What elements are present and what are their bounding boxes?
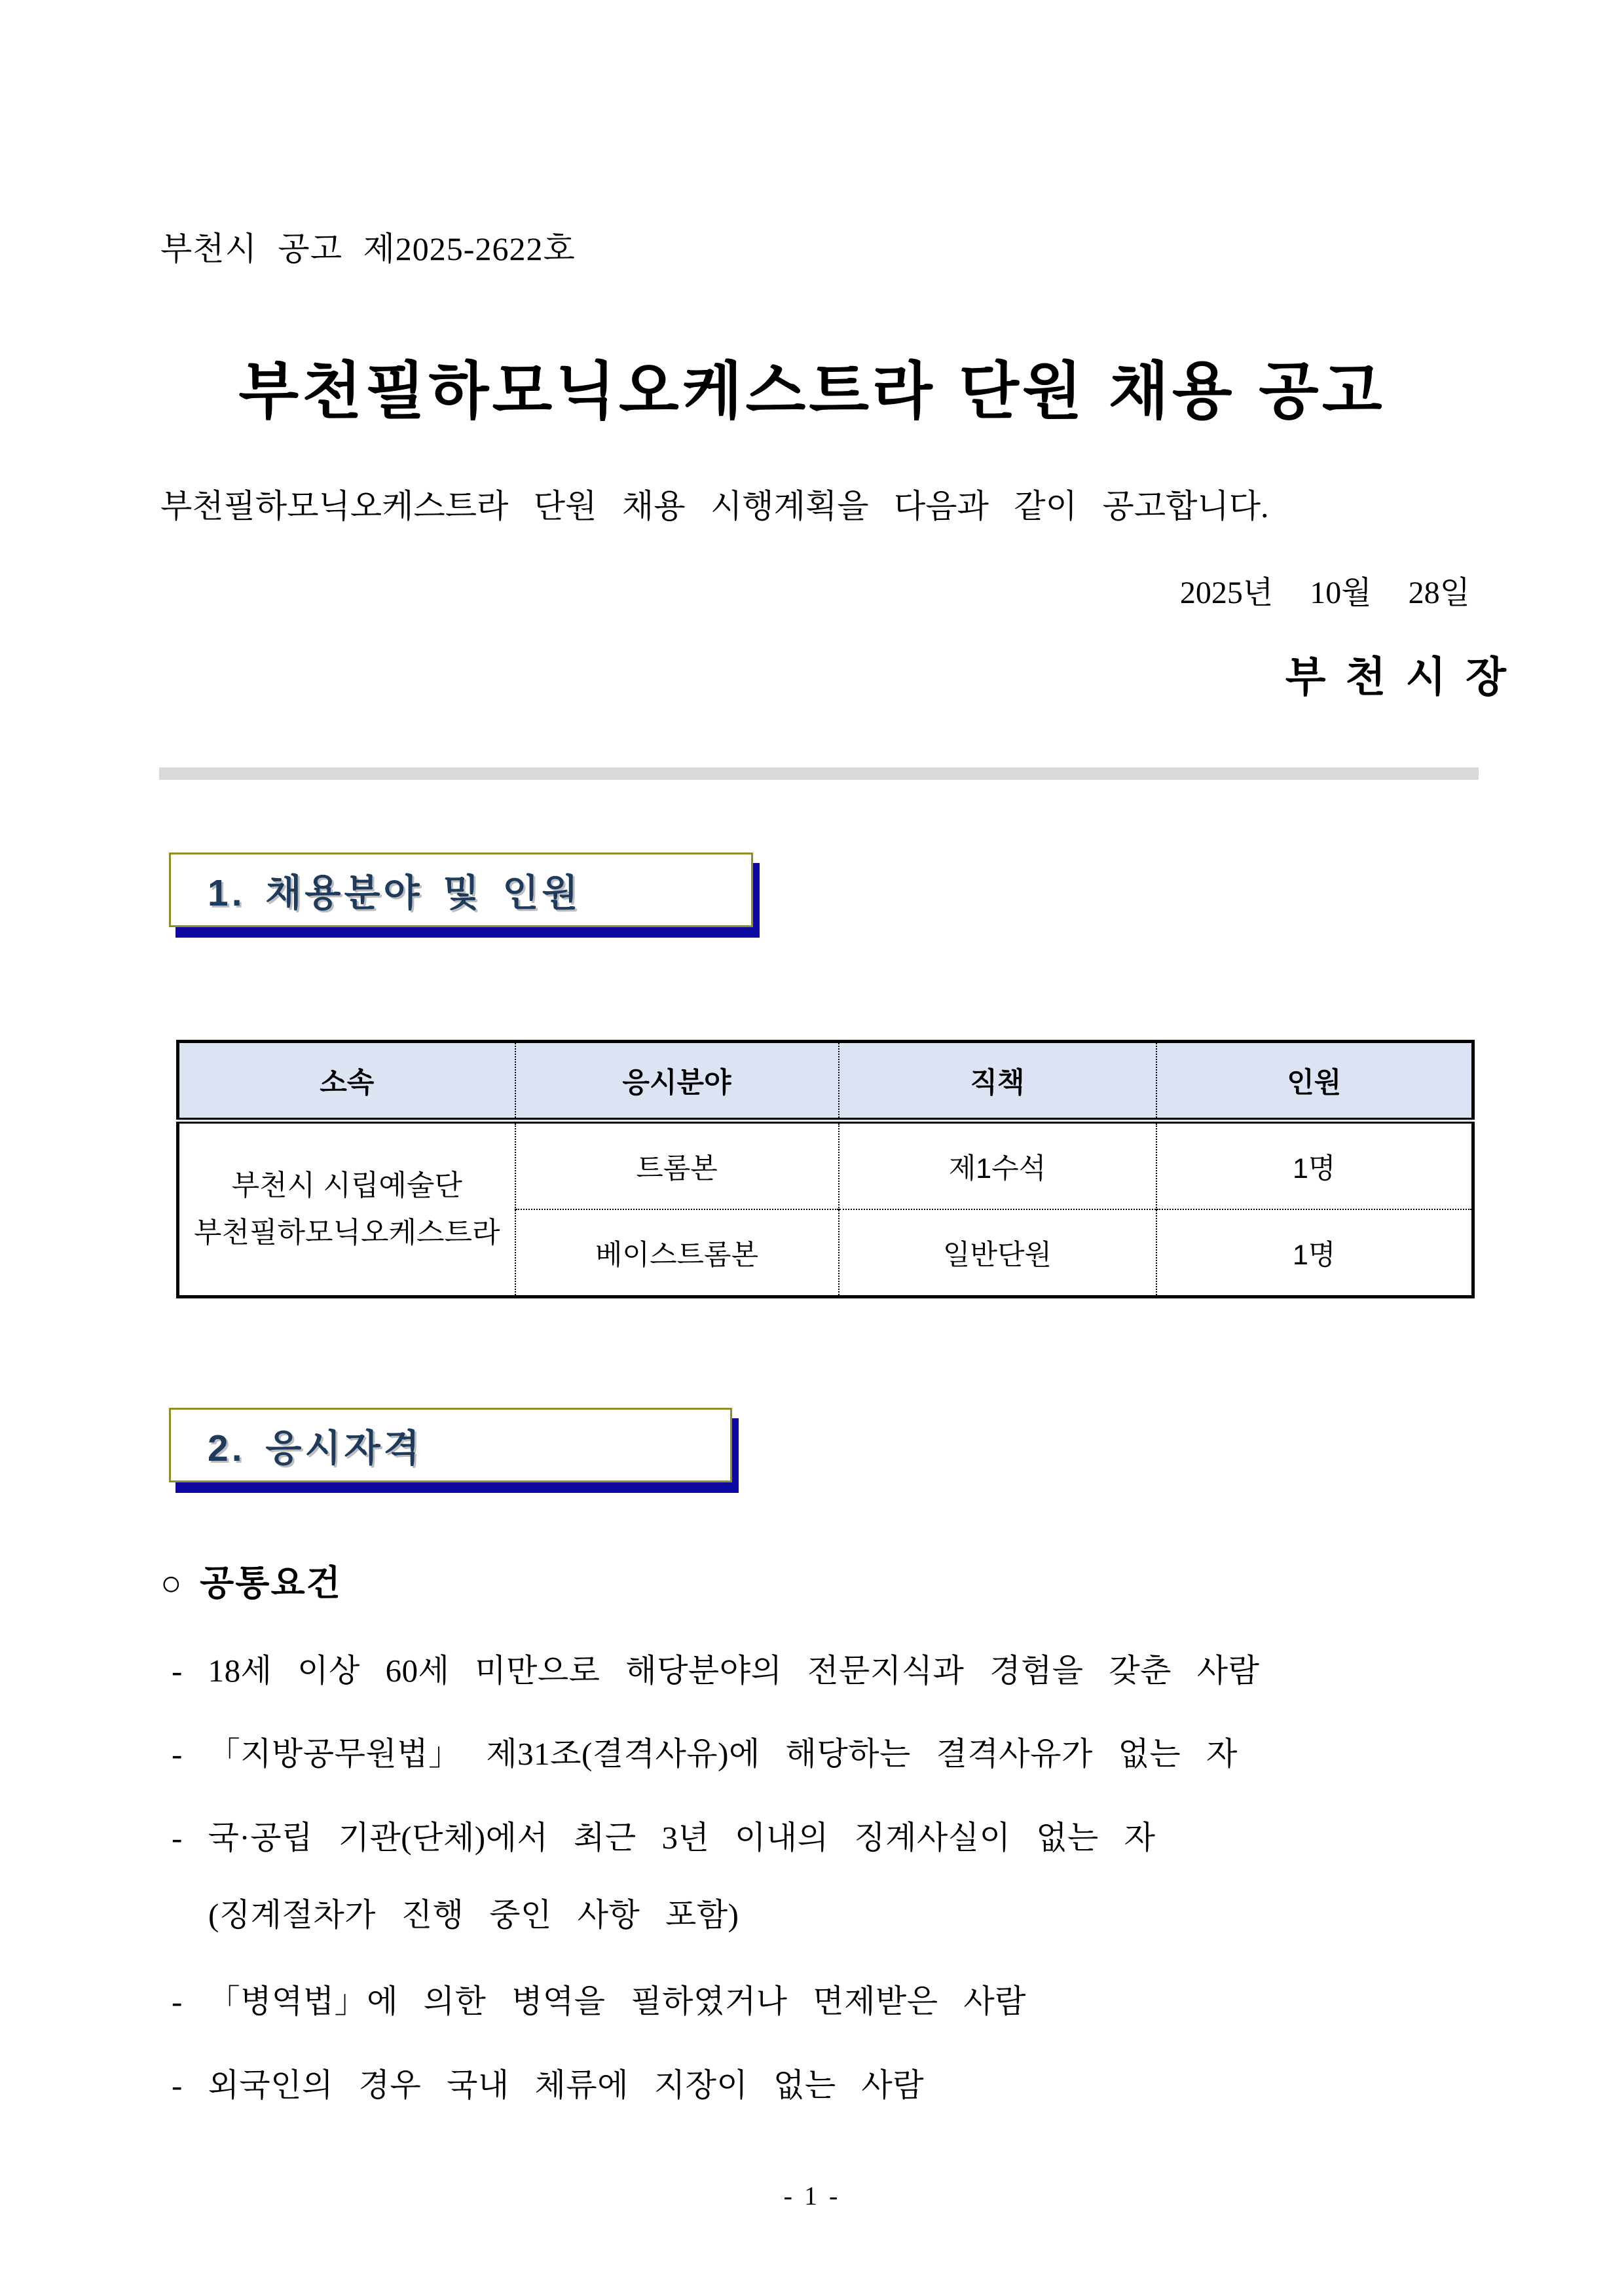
requirement-item: - 국·공립 기관(단체)에서 최근 3년 이내의 징계사실이 없는 자 (172, 1820, 1156, 1856)
field-cell: 트롬본 (515, 1121, 839, 1210)
signer-title: 부천시장 (1285, 654, 1526, 701)
affiliation-line2: 부천필하모닉오케스트라 (193, 1217, 500, 1249)
col-header-position: 직책 (839, 1042, 1156, 1121)
section2-heading: 2. 응시자격 (208, 1427, 423, 1469)
section1-heading: 1. 채용분야 및 인원 (208, 872, 581, 914)
section1-heading-box (169, 853, 753, 927)
page-number: - 1 - (783, 2181, 841, 2211)
requirement-item: - 18세 이상 60세 미만으로 해당분야의 전문지식과 경험을 갖춘 사람 (172, 1653, 1260, 1689)
headcount-cell: 1명 (1156, 1121, 1473, 1210)
headcount-cell: 1명 (1156, 1209, 1473, 1297)
requirement-item: - 외국인의 경우 국내 체류에 지장이 없는 사람 (172, 2067, 925, 2103)
common-requirements-heading: ○ 공통요건 (160, 1564, 342, 1603)
field-cell: 베이스트롬본 (515, 1209, 839, 1297)
requirement-item-continuation: (징계절차가 진행 중인 사항 포함) (208, 1897, 739, 1933)
section-divider (159, 767, 1479, 780)
col-header-headcount: 인원 (1156, 1042, 1473, 1121)
table-row (178, 1121, 1473, 1210)
document-title: 부천필하모닉오케스트라 단원 채용 공고 (238, 357, 1386, 426)
affiliation-cell (178, 1121, 515, 1297)
recruitment-table-container (176, 1040, 1475, 1298)
intro-paragraph: 부천필하모닉오케스트라 단원 채용 시행계획을 다음과 같이 공고합니다. (160, 488, 1269, 524)
table-header-row (178, 1042, 1473, 1121)
col-header-affiliation: 소속 (178, 1042, 515, 1121)
notice-number: 부천시 공고 제2025-2622호 (160, 230, 576, 267)
recruitment-table (176, 1040, 1475, 1298)
position-cell: 제1수석 (839, 1121, 1156, 1210)
section2-heading-box (169, 1408, 732, 1482)
position-cell: 일반단원 (839, 1209, 1156, 1297)
affiliation-line1: 부천시 시립예술단 (231, 1169, 462, 1202)
requirement-item: - 「지방공무원법」 제31조(결격사유)에 해당하는 결격사유가 없는 자 (172, 1736, 1238, 1772)
announcement-date: 2025년 10월 28일 (1179, 576, 1470, 610)
col-header-field: 응시분야 (515, 1042, 839, 1121)
requirement-item: - 「병역법」에 의한 병역을 필하였거나 면제받은 사람 (172, 1983, 1026, 2019)
